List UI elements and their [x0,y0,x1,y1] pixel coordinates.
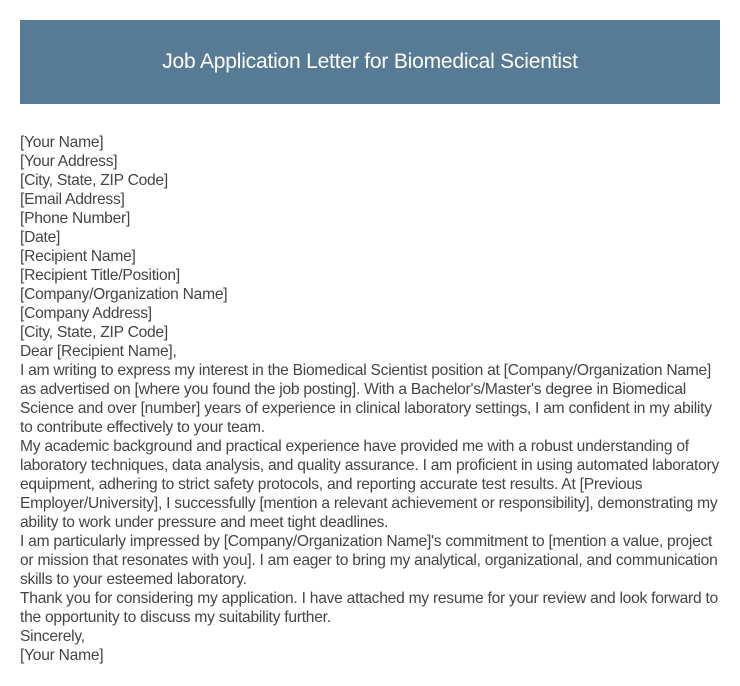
recipient-city-state-zip: [City, State, ZIP Code] [20,324,168,341]
letter-body [20,133,722,665]
paragraph-company-interest: I am particularly impressed by [Company/Organization Name]'s commitment to [mention a value, project or mission that resonates with you]. I am eager to bring my analytical, organizational, and communication skills to your esteemed laboratory. [20,533,718,588]
closing: Sincerely, [20,628,85,645]
paragraph-closing-thanks: Thank you for considering my application. I have attached my resume for your review and look forward to the opportunity to discuss my suitability further. [20,590,718,626]
sender-address: [Your Address] [20,153,118,170]
sender-phone: [Phone Number] [20,210,131,227]
page-header [20,20,720,104]
sender-email: [Email Address] [20,191,125,208]
recipient-address: [Company Address] [20,305,152,322]
paragraph-intro: I am writing to express my interest in the Biomedical Scientist position at [Company/Organization Name] as advertised on [where you found the job posting]. With a Bachelor's/Master's degree in Biomedical Science and over [number] years of experience in clinical laboratory settings, I am confident in my ability to contribute effectively to your team. [20,362,712,436]
signature: [Your Name] [20,647,104,664]
letter-date: [Date] [20,229,61,246]
recipient-company: [Company/Organization Name] [20,286,228,303]
recipient-title: [Recipient Title/Position] [20,267,180,284]
sender-city-state-zip: [City, State, ZIP Code] [20,172,168,189]
recipient-name: [Recipient Name] [20,248,136,265]
page-title: Job Application Letter for Biomedical Scientist [162,50,578,73]
salutation: Dear [Recipient Name], [20,343,177,360]
sender-name: [Your Name] [20,134,104,151]
paragraph-experience: My academic background and practical experience have provided me with a robust understanding of laboratory techniques, data analysis, and quality assurance. I am proficient in using automated laboratory equipment, adhering to strict safety protocols, and reporting accurate test results. At [Previous Employer/University], I successfully [mention a relevant achievement or responsibility], demonstrating my ability to work under pressure and meet tight deadlines. [20,438,720,531]
